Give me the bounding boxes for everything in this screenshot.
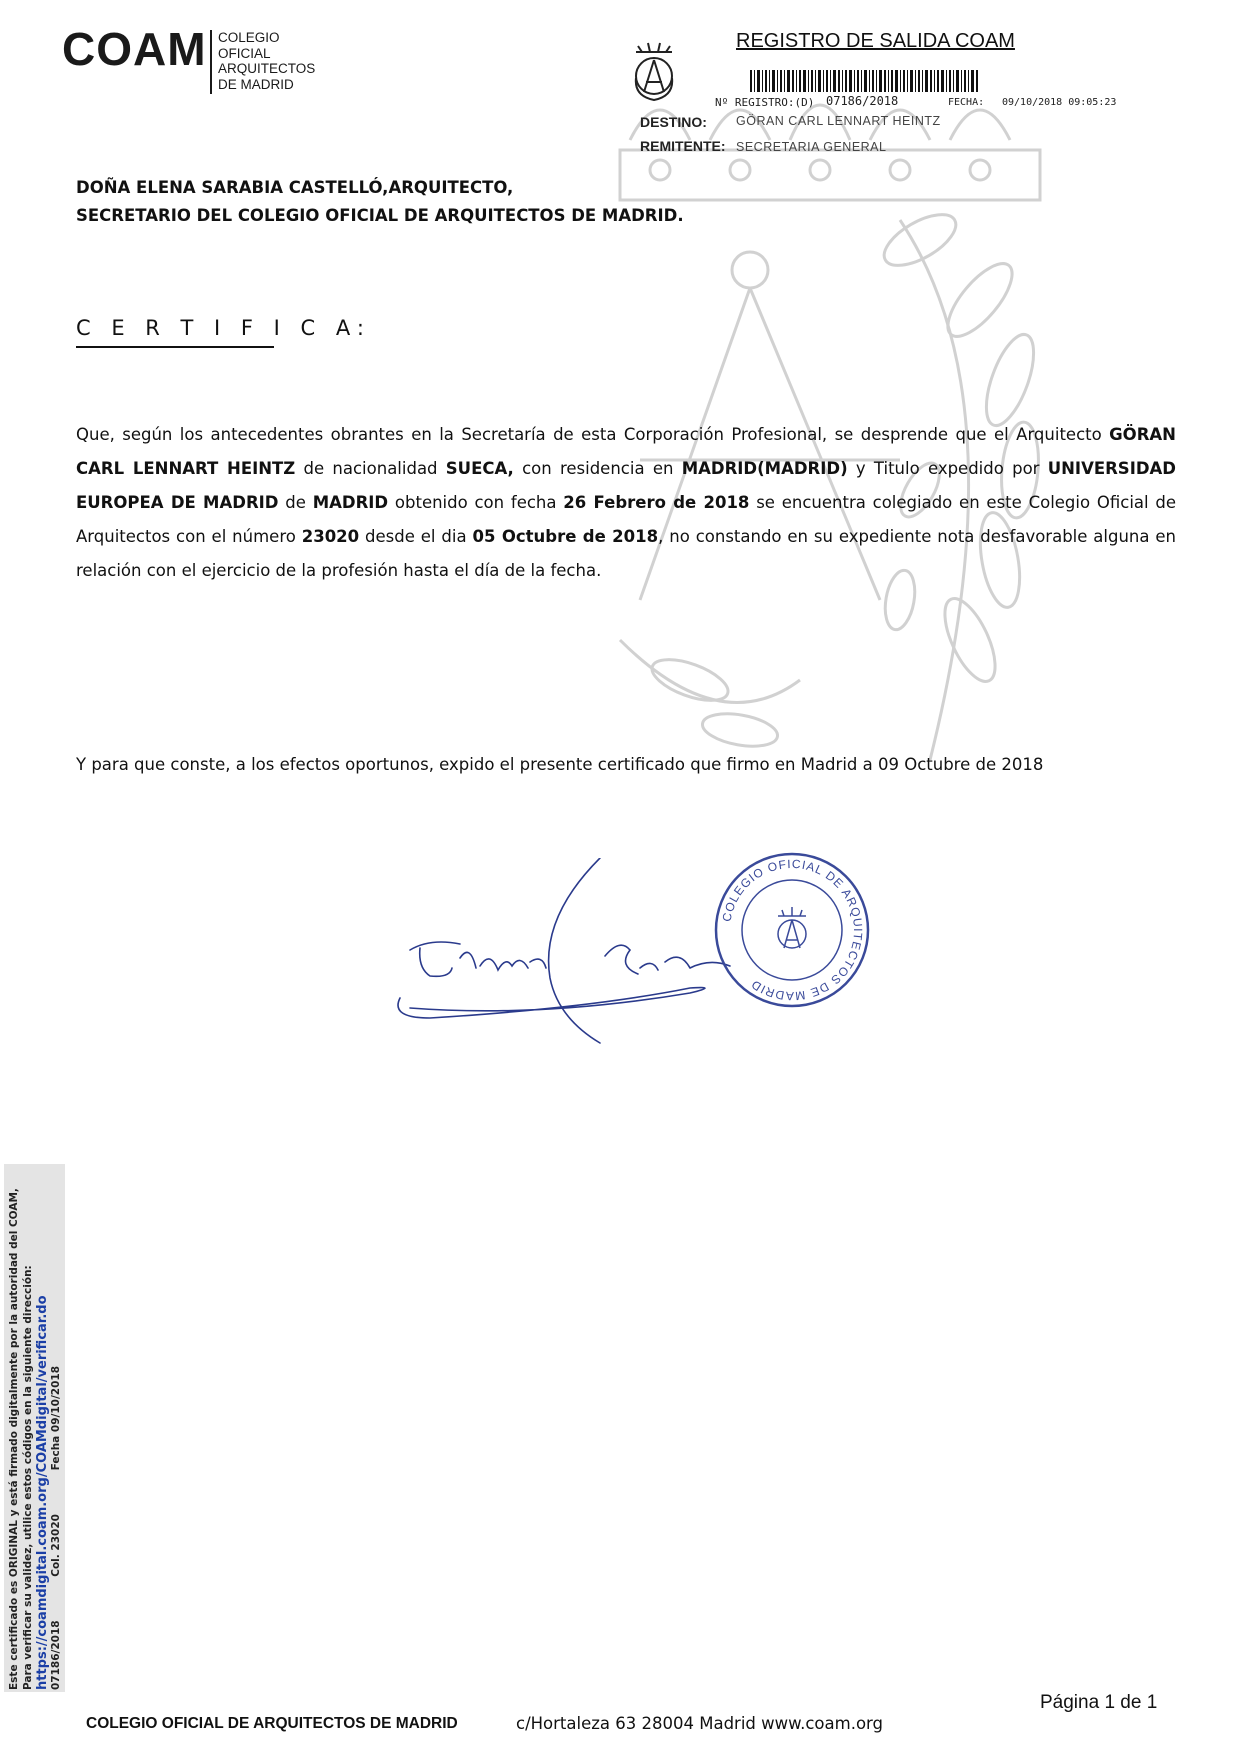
registry-date-value: 09/10/2018 09:05:23 bbox=[1002, 97, 1117, 108]
logo-subtitle-line: DE MADRID bbox=[218, 76, 294, 92]
page-number: Página 1 de 1 bbox=[1040, 1692, 1158, 1713]
certifica-heading: C E R T I F I C A: bbox=[76, 316, 371, 340]
registry-destination-label: DESTINO: bbox=[640, 114, 707, 130]
logo-subtitle-line: ARQUITECTOS bbox=[218, 61, 316, 76]
verification-line-2: Para verificar su validez, utilice estos códigos en la siguiente dirección: bbox=[21, 1265, 34, 1690]
registry-number-value: 07186/2018 bbox=[826, 94, 899, 108]
membership-number: 23020 bbox=[301, 527, 360, 546]
logo-subtitle-line: OFICIAL bbox=[218, 45, 271, 61]
seal-text: COLEGIO OFICIAL DE ARQUITECTOS DE MADRID bbox=[719, 856, 866, 1004]
verification-codes bbox=[50, 1162, 64, 1690]
body-text: de bbox=[278, 493, 313, 512]
body-text: se encuentra colegiado en este Colegio Oficial de Arquitectos con el número bbox=[76, 493, 1177, 546]
body-text: , no constando en su expediente nota desfavorable alguna en relación con el ejercicio de la profesión hasta el día de la fecha. bbox=[76, 527, 1176, 580]
university-city: MADRID bbox=[312, 493, 389, 512]
closing-paragraph: Y para que conste, a los efectos oportunos, expido el presente certificado que firmo en Madrid a 09 Octubre de 2018 bbox=[76, 755, 1044, 774]
body-text: obtenido con fecha bbox=[388, 493, 564, 512]
footer-address: c/Hortaleza 63 28004 Madrid www.coam.org bbox=[516, 1714, 884, 1733]
degree-date: 26 Febrero de 2018 bbox=[563, 493, 750, 512]
certificate-body bbox=[76, 418, 1176, 588]
architect-name: GÖRAN CARL LENNART HEINTZ bbox=[76, 425, 1176, 478]
verification-col: Col. 23020 bbox=[50, 1514, 62, 1577]
coat-of-arms-emblem bbox=[628, 38, 680, 104]
verification-url[interactable]: https://coamdigital.coam.org/COAMdigital/verificar.do bbox=[35, 1295, 50, 1690]
verification-code: 07186/2018 bbox=[50, 1620, 62, 1690]
registry-sender-value: SECRETARIA GENERAL bbox=[736, 140, 887, 154]
body-text: de nacionalidad bbox=[295, 459, 446, 478]
registry-number-label: Nº REGISTRO:(D) bbox=[715, 96, 815, 109]
registry-destination-value: GÖRAN CARL LENNART HEINTZ bbox=[736, 114, 941, 128]
body-text: y Titulo expedido por bbox=[847, 459, 1048, 478]
body-text: con residencia en bbox=[513, 459, 682, 478]
registry-sender-label: REMITENTE: bbox=[640, 138, 726, 154]
membership-date: 05 Octubre de 2018 bbox=[472, 527, 659, 546]
nationality: SUECA, bbox=[445, 459, 514, 478]
verification-date: Fecha 09/10/2018 bbox=[50, 1365, 62, 1471]
verification-line-1: Este certificado es ORIGINAL y está firmado digitalmente por la autoridad del COAM, bbox=[8, 1188, 20, 1690]
body-text: Que, según los antecedentes obrantes en la Secretaría de esta Corporación Profesional, se desprende que el Arquitecto bbox=[76, 425, 1110, 444]
residence: MADRID(MADRID) bbox=[681, 459, 848, 478]
registry-date-label: FECHA: bbox=[948, 97, 985, 108]
signatory-name-line: DOÑA ELENA SARABIA CASTELLÓ,ARQUITECTO, bbox=[76, 178, 514, 197]
certifica-underline bbox=[76, 346, 274, 348]
registry-barcode bbox=[750, 70, 980, 92]
registry-title: REGISTRO DE SALIDA COAM bbox=[736, 30, 1015, 52]
footer-organization: COLEGIO OFICIAL DE ARQUITECTOS DE MADRID bbox=[86, 1715, 458, 1732]
logo-subtitle-line: COLEGIO bbox=[218, 30, 280, 45]
body-text: desde el dia bbox=[359, 527, 473, 546]
coam-logo: COAM bbox=[62, 23, 207, 75]
logo-subtitle bbox=[218, 30, 315, 92]
logo-divider bbox=[210, 30, 212, 94]
verification-text bbox=[8, 1162, 64, 1690]
signatory-title-line: SECRETARIO DEL COLEGIO OFICIAL DE ARQUITECTOS DE MADRID. bbox=[76, 206, 684, 225]
official-seal bbox=[712, 850, 872, 1010]
university: UNIVERSIDAD EUROPEA DE MADRID bbox=[76, 459, 1176, 512]
